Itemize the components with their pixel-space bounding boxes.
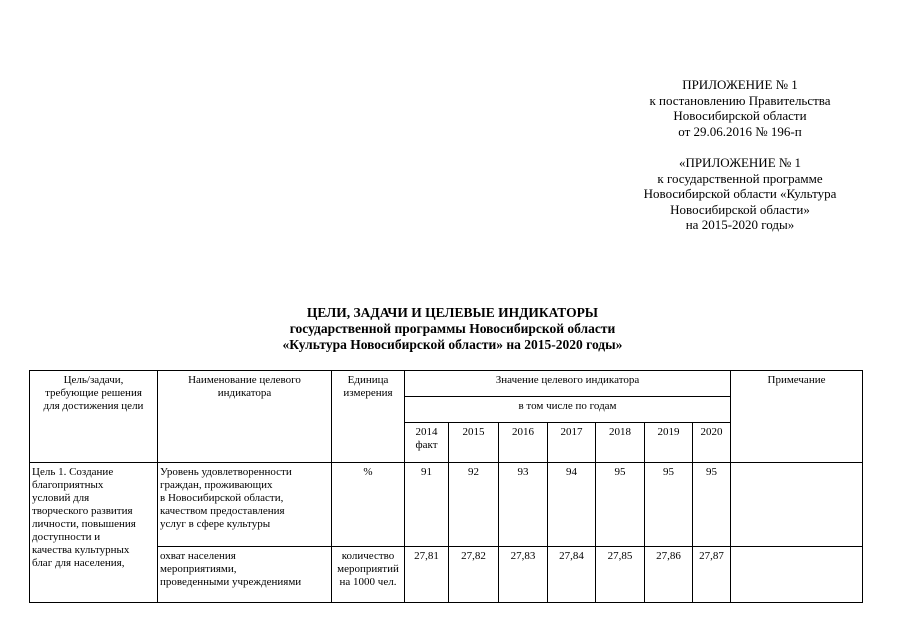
header-year: 2020 [693, 423, 731, 463]
value-cell: 93 [499, 463, 548, 547]
indicator-cell: Уровень удовлетворенности граждан, проживающих в Новосибирской области, качеством предоставления услуг в сфере культуры [158, 463, 332, 547]
appendix-line: ПРИЛОЖЕНИЕ № 1 [682, 77, 798, 92]
header-year: 2017 [548, 423, 596, 463]
appendix-line: Новосибирской области [673, 108, 807, 123]
header-indicator: Наименование целевого индикатора [158, 371, 332, 463]
value-cell: 27,83 [499, 547, 548, 603]
value-cell: 95 [693, 463, 731, 547]
header-row [30, 371, 863, 397]
header-note: Примечание [731, 371, 863, 463]
value-cell: 27,85 [596, 547, 645, 603]
header-value: Значение целевого индикатора [405, 371, 731, 397]
appendix-line: на 2015-2020 годы» [685, 217, 795, 232]
title-line: ЦЕЛИ, ЗАДАЧИ И ЦЕЛЕВЫЕ ИНДИКАТОРЫ [306, 305, 599, 320]
appendix-line: к постановлению Правительства [649, 92, 831, 108]
appendix-line: от 29.06.2016 № 196-п [678, 123, 802, 139]
value-cell: 95 [596, 463, 645, 547]
value-cell: 27,81 [405, 547, 449, 603]
appendix-spacer [600, 139, 880, 155]
table-row [30, 463, 863, 547]
indicators-table [29, 370, 863, 603]
value-cell: 27,86 [645, 547, 693, 603]
value-cell: 27,82 [449, 547, 499, 603]
document-title [0, 305, 905, 353]
title-line: «Культура Новосибирской области» на 2015-2020 годы» [282, 337, 623, 352]
value-cell: 94 [548, 463, 596, 547]
header-unit: Единица измерения [332, 371, 405, 463]
goal-cell: Цель 1. Создание благоприятных условий для творческого развития личности, повышения доступности и качества культурных благ для населения, [30, 463, 158, 603]
unit-cell: количество мероприятий на 1000 чел. [332, 547, 405, 603]
header-year: 2016 [499, 423, 548, 463]
indicator-cell: охват населения мероприятиями, проведенными учреждениями [158, 547, 332, 603]
appendix-line: к государственной программе [657, 170, 823, 186]
unit-cell: % [332, 463, 405, 547]
value-cell: 91 [405, 463, 449, 547]
header-year: 2018 [596, 423, 645, 463]
value-cell: 92 [449, 463, 499, 547]
header-by-year: в том числе по годам [405, 397, 731, 423]
value-cell: 27,87 [693, 547, 731, 603]
appendix-line: Новосибирской области» [670, 201, 810, 217]
note-cell [731, 547, 863, 603]
title-line: государственной программы Новосибирской области [289, 321, 616, 336]
appendix-line: Новосибирской области «Культура [643, 186, 837, 201]
note-cell [731, 463, 863, 547]
header-year: 2015 [449, 423, 499, 463]
value-cell: 95 [645, 463, 693, 547]
header-year: 2014 факт [405, 423, 449, 463]
value-cell: 27,84 [548, 547, 596, 603]
header-year: 2019 [645, 423, 693, 463]
appendix-header [600, 77, 880, 233]
appendix-line: «ПРИЛОЖЕНИЕ № 1 [678, 155, 802, 170]
header-goal: Цель/задачи, требующие решения для достижения цели [30, 371, 158, 463]
